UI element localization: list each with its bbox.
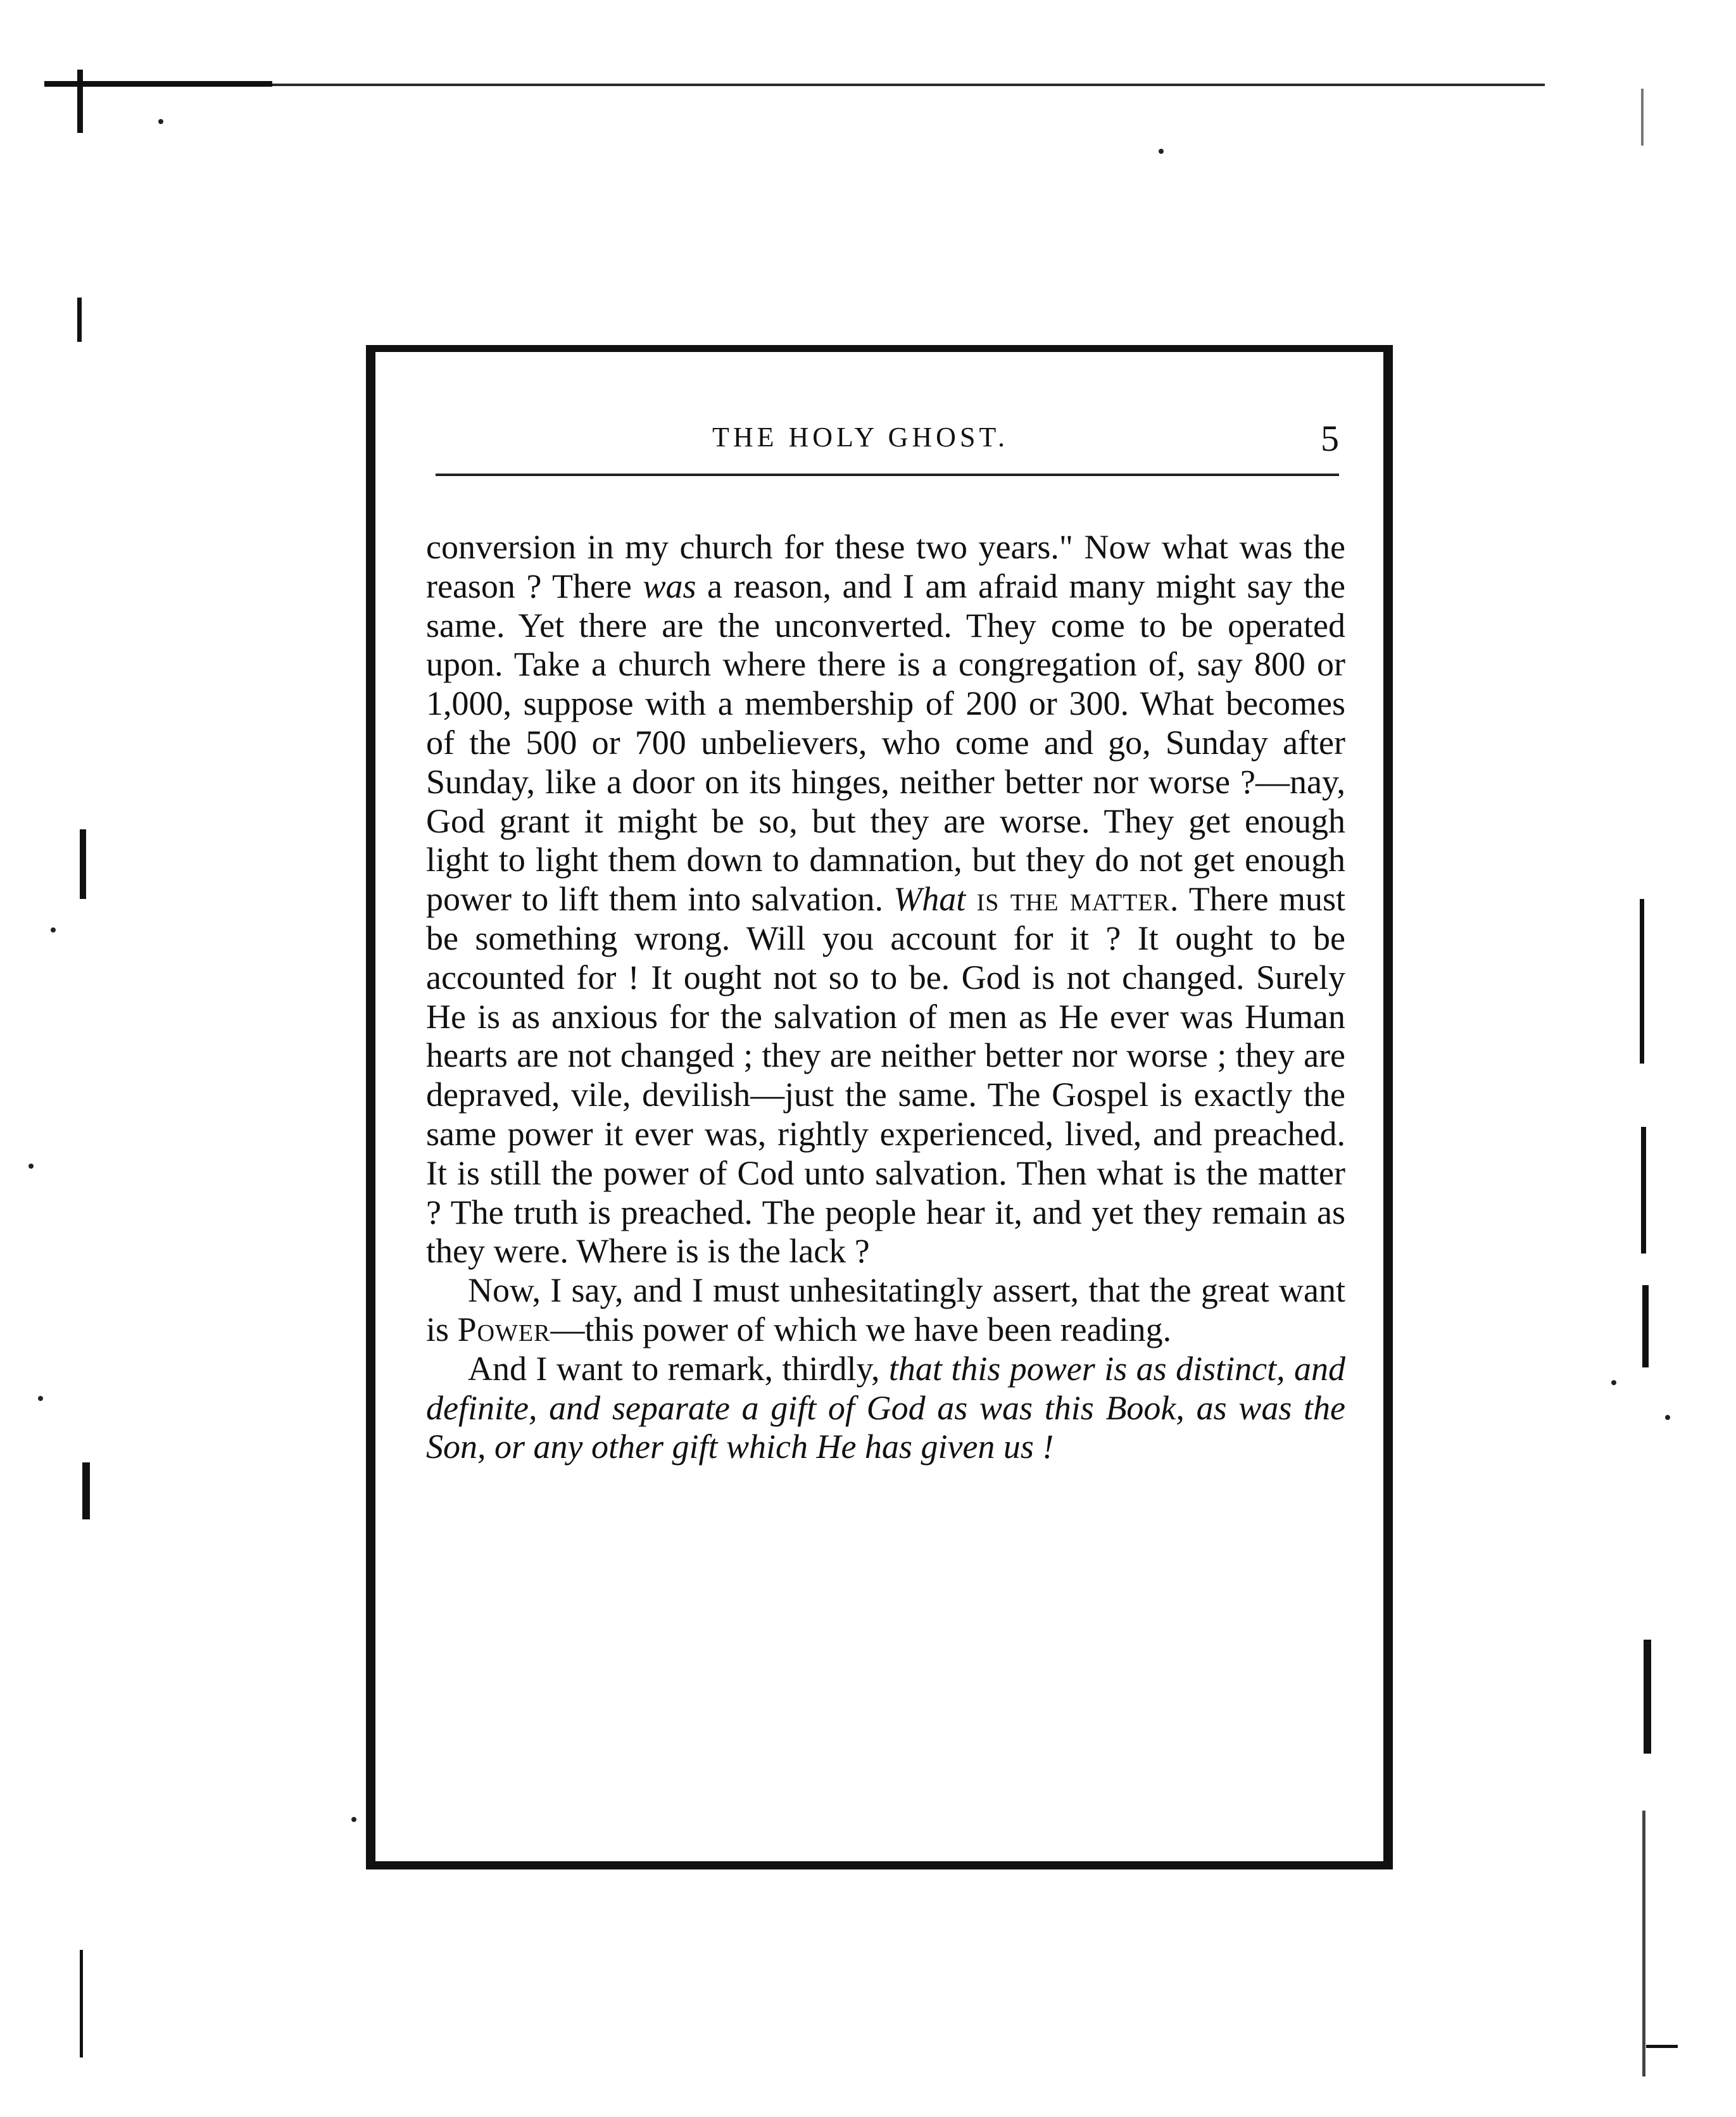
- scan-margin-mark: [1646, 2045, 1678, 2048]
- scan-margin-mark: [1642, 1811, 1645, 2076]
- scan-speck: [158, 119, 163, 124]
- scan-margin-mark: [1642, 1285, 1649, 1367]
- scan-margin-mark: [80, 1950, 83, 2057]
- scan-speck: [351, 1817, 356, 1822]
- text-run: Now, I say, and I must unhesitatingly assert, that the great want is: [426, 1271, 1345, 1348]
- small-caps-run: is the matter.: [965, 880, 1179, 919]
- scan-edge-tick: [77, 70, 83, 133]
- running-head: [445, 415, 1339, 460]
- scan-margin-mark: [80, 829, 86, 899]
- scan-speck: [1665, 1415, 1670, 1420]
- text-run: conversion in my church for these two years." Now what was the reason ? There: [426, 528, 1345, 605]
- italic-run: was: [643, 567, 696, 605]
- scan-margin-mark: [82, 1462, 90, 1519]
- page-number: 5: [1321, 418, 1339, 459]
- scan-speck: [1159, 149, 1164, 154]
- paragraph: [426, 1350, 1345, 1467]
- small-caps-run: Power: [457, 1310, 551, 1348]
- text-run: There must be something wrong. Will you account for it ? It ought to be accounted for ! It ought not so to be. God is not changed. Surely He is as anxious for the salvation of men as He ever was Human hearts are not changed ; they are neither better nor worse ; they are depraved, vile, devilish—just the same. The Gospel is exactly the same power it ever was, rightly experienced, lived, and preached. It is still the power of Cod unto salvation. Then what is the matter ? The truth is preached. The people hear it, and yet they remain as they were. Where is is the lack ?: [426, 880, 1345, 1271]
- page-frame: [366, 345, 1393, 1869]
- scan-margin-mark: [1640, 899, 1644, 1064]
- header-rule: [436, 474, 1339, 476]
- scan-margin-mark: [77, 298, 82, 342]
- body-text: [426, 528, 1345, 1467]
- text-run: —this power of which we have been reading.: [550, 1310, 1172, 1348]
- text-run: a reason, and I am afraid many might say the same. Yet there are the unconverted. They come to be operated upon. Take a church where there is a congregation of, say 800 or 1,000, suppose with a membership of 200 or 300. What becomes of the 500 or 700 unbelievers, who come and go, Sunday after Sunday, like a door on its hinges, neither better nor worse ?—nay, God grant it might be so, but they are worse. They get enough light to light them down to damnation, but they do not get enough power to lift them into salvation.: [426, 567, 1345, 919]
- scan-margin-mark: [1644, 1640, 1651, 1754]
- scan-margin-mark: [1641, 89, 1644, 146]
- scan-speck: [28, 1164, 34, 1169]
- scan-margin-mark: [1641, 1127, 1646, 1253]
- italic-run: What: [893, 880, 966, 919]
- scan-speck: [1611, 1380, 1616, 1385]
- paragraph: [426, 1271, 1345, 1350]
- running-title: THE HOLY GHOST.: [712, 422, 1009, 453]
- italic-run: that this power is as distinct, and definite, and separate a gift of God as was this Book, as was the Son, or any other gift which He has given us !: [426, 1349, 1345, 1466]
- scan-speck: [38, 1396, 43, 1401]
- paragraph: [426, 528, 1345, 1271]
- scan-speck: [51, 927, 56, 933]
- text-run: And I want to remark, thirdly,: [468, 1349, 889, 1388]
